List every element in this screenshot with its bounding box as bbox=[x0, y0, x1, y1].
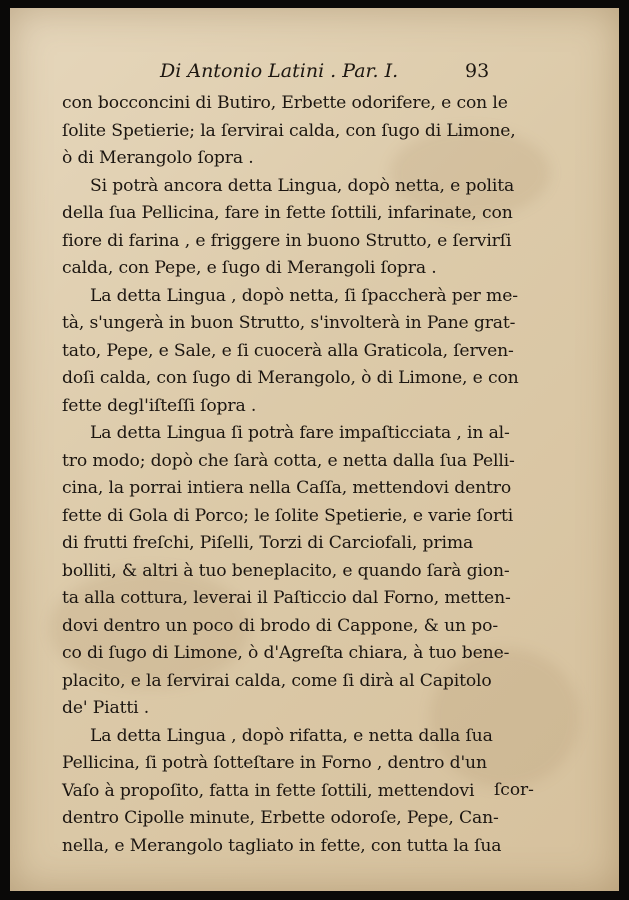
text-line: dentro Cipolle minute, Erbette odoroſe, Pepe, Can- bbox=[62, 808, 499, 828]
text-line: doſi calda, con ſugo di Merangolo, ò di Limone, e con bbox=[62, 368, 519, 388]
paragraph bbox=[62, 90, 597, 173]
text-line: dovi dentro un poco di brodo di Cappone, & un po- bbox=[62, 615, 498, 636]
text-line: fette degl'iſteſſi ſopra . bbox=[62, 395, 257, 416]
text-line: Si potrà ancora detta Lingua, dopò netta, e polita bbox=[90, 175, 515, 196]
text-line: ſolite Spetierie; la ſervirai calda, con ſugo di Limone, bbox=[62, 120, 516, 141]
text-line: di frutti freſchi, Piſelli, Torzi di Carciofali, prima bbox=[62, 533, 474, 553]
text-line: ta alla cottura, leverai il Paſticcio dal Forno, metten- bbox=[62, 588, 511, 608]
text-line: nella, e Merangolo tagliato in fette, con tutta la ſua bbox=[62, 835, 502, 856]
text-line: La detta Lingua , dopò rifatta, e netta dalla ſua bbox=[90, 725, 493, 746]
page-number: 93 bbox=[465, 60, 490, 82]
text-line: bolliti, & altri à tuo beneplacito, e quando ſarà gion- bbox=[62, 560, 510, 581]
text-line: tà, s'ungerà in buon Strutto, s'involterà in Pane grat- bbox=[62, 313, 516, 333]
text-line: de' Piatti . bbox=[62, 698, 150, 718]
text-line: tro modo; dopò che ſarà cotta, e netta dalla ſua Pelli- bbox=[62, 450, 515, 471]
paragraph bbox=[62, 283, 597, 421]
text-line: fette di Gola di Porco; le ſolite Spetierie, e varie ſorti bbox=[62, 505, 514, 526]
catchword: ſcor- bbox=[494, 780, 534, 800]
text-line: calda, con Pepe, e ſugo di Merangoli ſopra . bbox=[62, 258, 437, 278]
text-line: con bocconcini di Butiro, Erbette odorifere, e con le bbox=[62, 93, 508, 113]
text-line: ò di Merangolo ſopra . bbox=[62, 148, 254, 168]
text-line: fiore di farina , e friggere in buono Strutto, e ſervirſi bbox=[62, 230, 512, 251]
running-title: Di Antonio Latini . Par. I. bbox=[160, 60, 399, 82]
text-line: cina, la porrai intiera nella Caſſa, mettendovi dentro bbox=[62, 478, 512, 498]
text-line: tato, Pepe, e Sale, e ſi cuocerà alla Graticola, ſerven- bbox=[62, 340, 514, 361]
book-page bbox=[10, 8, 619, 891]
paragraph bbox=[62, 173, 597, 283]
body-text bbox=[62, 90, 597, 860]
text-line: Vaſo à propoſito, fatta in fette ſottili, mettendovi bbox=[62, 780, 475, 801]
text-line: La detta Lingua ſi potrà fare impaſticciata , in al- bbox=[90, 423, 510, 443]
text-line: co di ſugo di Limone, ò d'Agreſta chiara, à tuo bene- bbox=[62, 643, 510, 663]
text-line: La detta Lingua , dopò netta, ſi ſpaccherà per me- bbox=[90, 285, 518, 306]
text-line: placito, e la ſervirai calda, come ſi dirà al Capitolo bbox=[62, 670, 492, 691]
paragraph bbox=[62, 420, 597, 723]
text-line: della ſua Pellicina, fare in fette ſottili, infarinate, con bbox=[62, 203, 513, 223]
running-header bbox=[160, 60, 520, 90]
text-line: Pellicina, ſi potrà ſotteſtare in Forno , dentro d'un bbox=[62, 753, 487, 773]
